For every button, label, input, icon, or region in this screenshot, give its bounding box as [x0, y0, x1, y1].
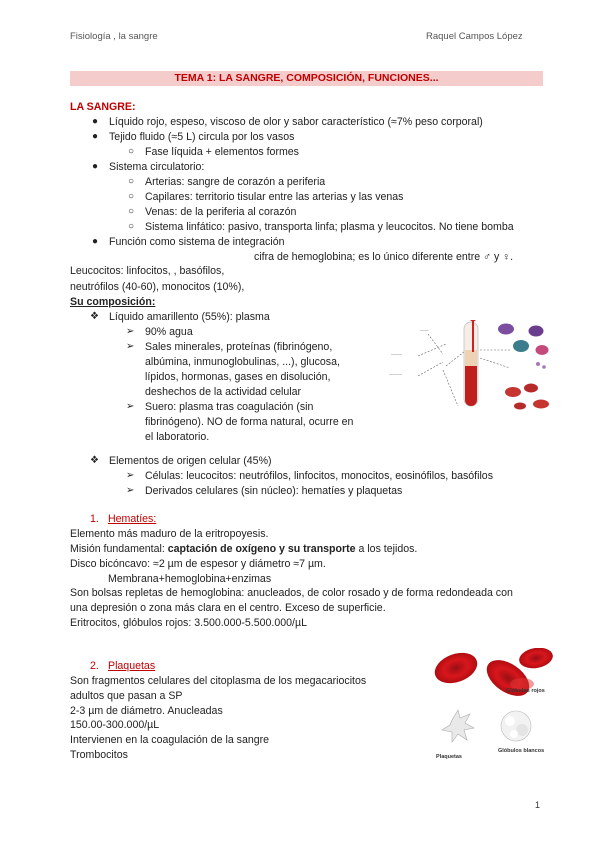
svg-text:~~~~~~: ~~~~~~ — [389, 372, 402, 377]
bullet-circle: ○ — [128, 221, 135, 232]
hematies-line: una depresión o zona más clara en el centro. Exceso de superficie. — [70, 602, 386, 614]
arrow-bullet-icon: ➢ — [126, 470, 135, 481]
composicion-heading: Su composición: — [70, 296, 156, 308]
page-number: 1 — [535, 800, 541, 810]
hematies-line: Disco bicóncavo: ≈2 µm de espesor y diámetro ≈7 µm. — [70, 558, 326, 570]
sangre-item: Líquido rojo, espeso, viscoso de olor y sabor característico (≈7% peso corporal) — [109, 116, 483, 128]
svg-text:~~~~~: ~~~~~ — [391, 352, 402, 357]
sales-line: Sales minerales, proteínas (fibrinógeno, — [145, 341, 333, 353]
bullet-diamond-icon: ❖ — [90, 455, 99, 466]
label-globulos-rojos: Glóbulos rojos — [506, 688, 545, 694]
plaquetas-line: 2-3 µm de diámetro. Anucleadas — [70, 705, 223, 717]
sangre-subitem: Venas: de la periferia al corazón — [145, 206, 297, 218]
bullet-dot: ● — [92, 116, 99, 127]
composicion-subitem: Células: leucocitos: neutrófilos, linfocitos, monocitos, eosinófilos, basófilos — [145, 470, 494, 482]
plaquetas-line: 150.00-300.000/µL — [70, 719, 160, 731]
red-cell-icon — [505, 387, 521, 397]
bullet-circle: ○ — [128, 206, 135, 217]
title-band — [70, 71, 543, 86]
leucocitos-line: neutrófilos (40-60), monocitos (10%), — [70, 281, 245, 293]
bullet-circle: ○ — [128, 146, 135, 157]
leucocitos-line: Leucocitos: linfocitos, , basófilos, — [70, 265, 225, 277]
suero-line: Suero: plasma tras coagulación (sin — [145, 401, 314, 413]
header-left: Fisiología , la sangre — [70, 31, 158, 42]
bullet-dot: ● — [92, 131, 99, 142]
sangre-subitem: Capilares: territorio tisular entre las arterias y las venas — [145, 191, 404, 203]
hematies-mision: Misión fundamental: captación de oxígeno y su transporte a los tejidos. — [70, 543, 418, 555]
svg-text:~~~~: ~~~~ — [420, 328, 429, 333]
header-right: Raquel Campos López — [426, 31, 523, 42]
suero-line: el laboratorio. — [145, 431, 210, 443]
composicion-subitem: 90% agua — [145, 326, 193, 338]
sangre-subitem: Sistema linfático: pasivo, transporta linfa; plasma y leucocitos. No tiene bomba — [145, 221, 514, 233]
red-blood-cell-icon — [431, 648, 482, 689]
arrow-bullet-icon: ➢ — [126, 341, 135, 352]
page-title: TEMA 1: LA SANGRE, COMPOSICIÓN, FUNCIONES... — [174, 72, 439, 84]
plaquetas-line: adultos que pasan a SP — [70, 690, 183, 702]
label-plaquetas: Plaquetas — [436, 754, 462, 760]
hematies-line: Elemento más maduro de la eritropoyesis. — [70, 528, 269, 540]
hematies-line: Eritrocitos, glóbulos rojos: 3.500.000-5.500.000/µL — [70, 617, 307, 629]
sales-line: deshechos de la actividad celular — [145, 386, 302, 398]
plaquetas-line: Trombocitos — [70, 749, 128, 761]
sangre-item: Tejido fluido (≈5 L) circula por los vasos — [109, 131, 295, 143]
section-heading-sangre: LA SANGRE: — [70, 101, 136, 113]
bullet-circle: ○ — [128, 176, 135, 187]
sangre-subitem: Arterias: sangre de corazón a periferia — [145, 176, 326, 188]
hematies-line: Membrana+hemoglobina+enzimas — [108, 573, 272, 585]
hematies-line: Son bolsas repletas de hemoglobina: anucleados, de color rosado y de forma redondeada con — [70, 587, 513, 599]
sangre-item: Sistema circulatorio: — [109, 161, 205, 173]
composicion-item: Líquido amarillento (55%): plasma — [109, 311, 270, 323]
hematies-number: 1. — [90, 513, 99, 525]
label-globulos-blancos: Glóbulos blancos — [498, 748, 545, 754]
hematies-heading: Hematíes: — [108, 513, 157, 525]
bullet-dot: ● — [92, 161, 99, 172]
blood-tube-figure — [388, 320, 553, 410]
composicion-item: Elementos de origen celular (45%) — [109, 455, 272, 467]
arrow-bullet-icon: ➢ — [126, 326, 135, 337]
platelet-icon — [442, 710, 474, 742]
arrow-bullet-icon: ➢ — [126, 401, 135, 412]
arrow-bullet-icon: ➢ — [126, 485, 135, 496]
sangre-subitem: Fase líquida + elementos formes — [145, 146, 299, 158]
composicion-subitem: Derivados celulares (sin núcleo): hematíes y plaquetas — [145, 485, 403, 497]
plaquetas-line: Intervienen en la coagulación de la sangre — [70, 734, 270, 746]
sales-line: albúmina, inmunoglobulinas, ...), glucosa, — [145, 356, 340, 368]
plaquetas-line: Son fragmentos celulares del citoplasma de los megacariocitos — [70, 675, 367, 687]
bullet-dot: ● — [92, 236, 99, 247]
bullet-circle: ○ — [128, 191, 135, 202]
plaquetas-number: 2. — [90, 660, 99, 672]
sales-line: lípidos, hormonas, gases en disolución, — [145, 371, 331, 383]
white-cell-icon — [498, 324, 514, 335]
sangre-item: Función como sistema de integración — [109, 236, 285, 248]
suero-line: fibrinógeno). NO de forma natural, ocurre en — [145, 416, 354, 428]
plaquetas-heading: Plaquetas — [108, 660, 156, 672]
white-blood-cell-icon — [501, 711, 531, 741]
bullet-diamond-icon: ❖ — [90, 311, 99, 322]
blood-cells-figure — [430, 648, 560, 770]
hemoglobina-line: cifra de hemoglobina; es lo único diferente entre ♂ y ♀. — [254, 251, 514, 263]
